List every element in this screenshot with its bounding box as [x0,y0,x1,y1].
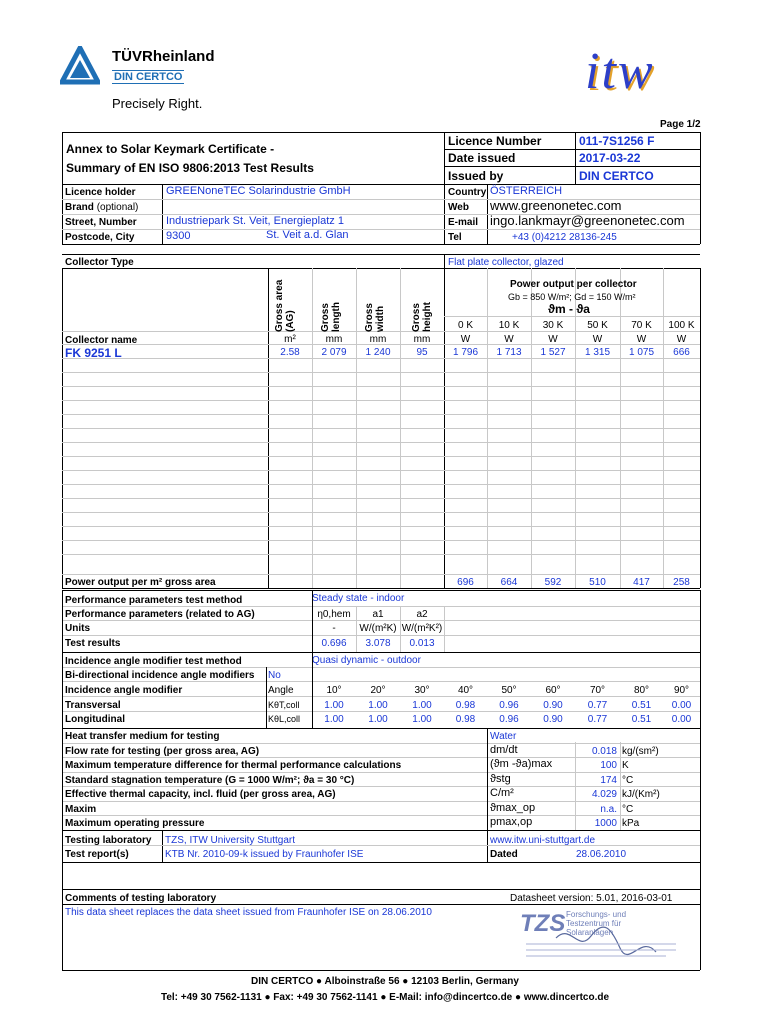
power-value: 1 713 [496,347,522,358]
gross-area-header: Gross area (AG) [274,279,296,332]
signature-icon [516,908,686,966]
licence-number-label: Licence Number [448,134,542,148]
perf-unit: W/(m²K²) [401,623,443,634]
gross-width-header: Gross width [364,303,386,332]
max-temp-diff-symbol: (ϑm -ϑa)max [490,758,553,770]
max-op-pressure-unit: kPa [622,818,640,829]
report-label: Test report(s) [65,849,129,860]
iam-transversal: 0.51 [631,700,652,711]
flow-rate-label: Flow rate for testing (per gross area, AG) [65,745,260,757]
angle-label: Angle [268,685,294,696]
perf-result: 0.696 [321,638,347,649]
power-unit: W [676,334,687,345]
perf-unit: W/(m²K) [359,623,397,634]
title-line1: Annex to Solar Keymark Certificate - [66,142,275,156]
licence-number: 011-7S1256 F [579,134,655,148]
max-temp-diff-value: 100 [600,760,617,771]
longitudinal-label: Longitudinal [65,714,125,725]
iam-transversal: 0.98 [455,700,476,711]
power-output-title: Power output per collector [510,279,637,290]
temp-header: 30 K [542,320,564,331]
lab-web[interactable]: www.itw.uni-stuttgart.de [490,835,596,846]
report: KTB Nr. 2010-09-k issued by Fraunhofer ISE [165,849,364,860]
tzs-stamp [516,908,686,966]
country: ÖSTERREICH [490,185,563,197]
thermal-capacity-value: 4.029 [591,789,617,800]
web[interactable]: www.greenonetec.com [490,198,622,213]
thermal-capacity-label: Effective thermal capacity, incl. fluid (per gross area, AG) [65,789,336,800]
max-op-pressure-symbol: pmax,op [490,816,533,828]
max-op-temp-label: Maxim [65,803,97,815]
transversal-symbol: KθT,coll [268,700,300,710]
postcode-label: Postcode, City [65,232,135,243]
iam-angle: 80° [633,685,650,696]
theta-diff: ϑm - ϑa [548,302,590,316]
tuv-triangle-icon [60,46,100,86]
date-issued: 2017-03-22 [579,151,641,165]
perf-unit: - [332,623,336,634]
bidir: No [268,670,281,681]
iam-angle: 90° [673,685,690,696]
max-op-temp-value: n.a. [600,803,617,815]
itw-logo: itw [585,43,655,100]
tuv-brand: TÜVRheinland [112,48,215,65]
power-value: 1 796 [452,347,479,358]
perf-param: η0,hem [317,609,351,620]
unit-area: m² [284,334,296,345]
power-per-m2-label: Power output per m² gross area [65,577,216,588]
tel-label: Tel [448,232,462,243]
postcode: 9300 [166,230,191,242]
iam-longitudinal: 0.00 [671,714,692,725]
temp-header: 0 K [457,320,473,331]
collector-type-label: Collector Type [65,257,134,268]
datasheet-version: Datasheet version: 5.01, 2016-03-01 [510,893,673,904]
iam-longitudinal: 0.90 [543,714,563,725]
heat-medium-label: Heat transfer medium for testing [65,731,220,742]
perf-param: a1 [372,609,384,620]
iam-longitudinal: 0.96 [499,714,519,725]
iam-label: Incidence angle modifier [65,685,183,696]
licence-holder: GREENoneTEC Solarindustrie GmbH [166,185,351,197]
stagnation-temp-unit: °C [622,774,634,786]
flow-rate-symbol: dm/dt [490,743,518,756]
test-results-label: Test results [65,638,121,649]
value-height: 95 [416,347,428,358]
unit-length: mm [325,334,343,345]
power-unit: W [592,334,603,345]
title-line2: Summary of EN ISO 9806:2013 Test Results [66,161,314,175]
street: Industriepark St. Veit, Energieplatz 1 [166,215,344,227]
power-per-m2-value: 664 [500,577,518,588]
max-op-pressure-value: 1000 [594,818,617,829]
iam-angle: 30° [414,685,430,696]
perf-method-label: Performance parameters test method [65,595,243,606]
temp-header: 10 K [498,320,520,331]
tuv-logo [60,46,100,86]
stagnation-temp-label: Standard stagnation temperature (G = 1000 W/m²; ϑa = 30 °C) [65,774,355,786]
country-label: Country [448,187,487,198]
power-per-m2-value: 258 [673,577,690,588]
max-op-pressure-label: Maximum operating pressure [65,818,205,829]
collector-name-label: Collector name [65,335,138,346]
tagline: Precisely Right. [112,96,203,111]
iam-transversal: 1.00 [368,700,388,711]
iam-angle: 50° [501,685,517,696]
power-per-m2-value: 417 [633,577,650,588]
temp-header: 50 K [587,320,608,331]
power-unit: W [460,334,471,345]
unit-height: mm [413,334,431,345]
tel: +43 (0)4212 28136-245 [512,232,617,243]
power-value: 1 315 [584,347,611,358]
iam-transversal: 1.00 [412,700,432,711]
value-area: 2.58 [280,347,300,358]
temp-header: 100 K [668,320,695,331]
temp-header: 70 K [631,320,652,331]
collector-name: FK 9251 L [65,346,122,360]
transversal-label: Transversal [65,700,121,711]
flow-rate-value: 0.018 [591,745,617,757]
dated: 28.06.2010 [576,849,627,860]
stagnation-temp-value: 174 [600,774,617,786]
comments-label: Comments of testing laboratory [65,893,217,904]
perf-related-label: Performance parameters (related to AG) [65,609,255,620]
issued-by-label: Issued by [448,169,504,183]
collector-type: Flat plate collector, glazed [448,257,564,268]
brand-label: Brand (optional) [65,202,139,213]
max-op-temp-symbol: ϑmax_op [490,801,536,814]
din-certco-logo: DIN CERTCO [114,71,183,83]
power-unit: W [636,334,647,345]
iam-transversal: 0.77 [587,700,608,711]
iam-method: Quasi dynamic - outdoor [312,655,421,666]
bidir-label: Bi-directional incidence angle modifiers [65,670,255,681]
thermal-capacity-symbol: C/m² [490,787,514,799]
iam-longitudinal: 0.77 [587,714,608,725]
city: St. Veit a.d. Glan [266,229,349,241]
iam-transversal: 0.90 [543,700,563,711]
unit-width: mm [369,334,387,345]
thermal-capacity-unit: kJ/(Km²) [622,789,660,800]
perf-result: 0.013 [409,638,435,649]
power-value: 666 [673,347,690,358]
lab-label: Testing laboratory [65,835,152,846]
power-value: 1 527 [540,347,566,358]
stagnation-temp-symbol: ϑstg [490,772,511,785]
units-label: Units [65,623,90,634]
gross-length-header: Gross length [320,302,342,332]
max-temp-diff-label: Maximum temperature difference for thermal performance calculations [65,760,402,771]
flow-rate-unit: kg/(sm²) [622,745,659,757]
page-number: Page 1/2 [660,119,701,130]
iam-method-label: Incidence angle modifier test method [65,656,242,667]
iam-longitudinal: 0.51 [631,714,652,725]
max-op-temp-unit: °C [622,803,634,815]
iam-longitudinal: 1.00 [368,714,388,725]
heat-medium: Water [490,731,517,742]
power-per-m2-value: 592 [544,577,562,588]
value-length: 2 079 [321,347,347,358]
longitudinal-symbol: KθL,coll [268,714,301,724]
email-label: E-mail [448,217,479,228]
power-value: 1 075 [628,347,655,358]
iam-transversal: 1.00 [324,700,344,711]
email[interactable]: ingo.lankmayr@greenonetec.com [490,213,685,228]
max-temp-diff-unit: K [622,760,629,771]
power-output-sub: Gb = 850 W/m²; Gd = 150 W/m² [508,292,636,302]
iam-longitudinal: 0.98 [455,714,476,725]
iam-angle: 60° [545,685,561,696]
lab: TZS, ITW University Stuttgart [165,835,296,846]
value-width: 1 240 [365,347,391,358]
dated-label: Dated [490,849,518,860]
footer-line2: Tel: +49 30 7562-1131 ● Fax: +49 30 7562-1141 ● E-Mail: info@dincertco.de ● www.dincertco.de [160,992,610,1003]
gross-height-header: Gross height [411,302,433,332]
comments-text: This data sheet replaces the data sheet issued from Fraunhofer ISE on 28.06.2010 [65,907,432,918]
tzs-stamp-text: Forschungs- und Testzentrum für Solaranlagen [566,910,627,937]
power-unit: W [548,334,558,345]
power-per-m2-value: 510 [589,577,606,588]
iam-transversal: 0.96 [499,700,519,711]
street-label: Street, Number [65,217,137,228]
iam-angle: 40° [457,685,474,696]
tzs-logo: TZS [520,910,566,937]
perf-param: a2 [416,609,428,620]
licence-holder-label: Licence holder [65,187,136,198]
perf-result: 3.078 [365,638,391,649]
footer-line1: DIN CERTCO ● Alboinstraße 56 ● 12103 Berlin, Germany [251,976,519,987]
date-issued-label: Date issued [448,151,516,165]
power-per-m2-value: 696 [457,577,474,588]
iam-angle: 20° [370,685,386,696]
web-label: Web [448,202,469,213]
iam-angle: 10° [326,685,342,696]
issued-by: DIN CERTCO [579,169,654,183]
iam-angle: 70° [589,685,606,696]
power-unit: W [504,334,514,345]
perf-method: Steady state - indoor [312,593,405,604]
iam-transversal: 0.00 [671,700,692,711]
iam-longitudinal: 1.00 [324,714,344,725]
iam-longitudinal: 1.00 [412,714,432,725]
